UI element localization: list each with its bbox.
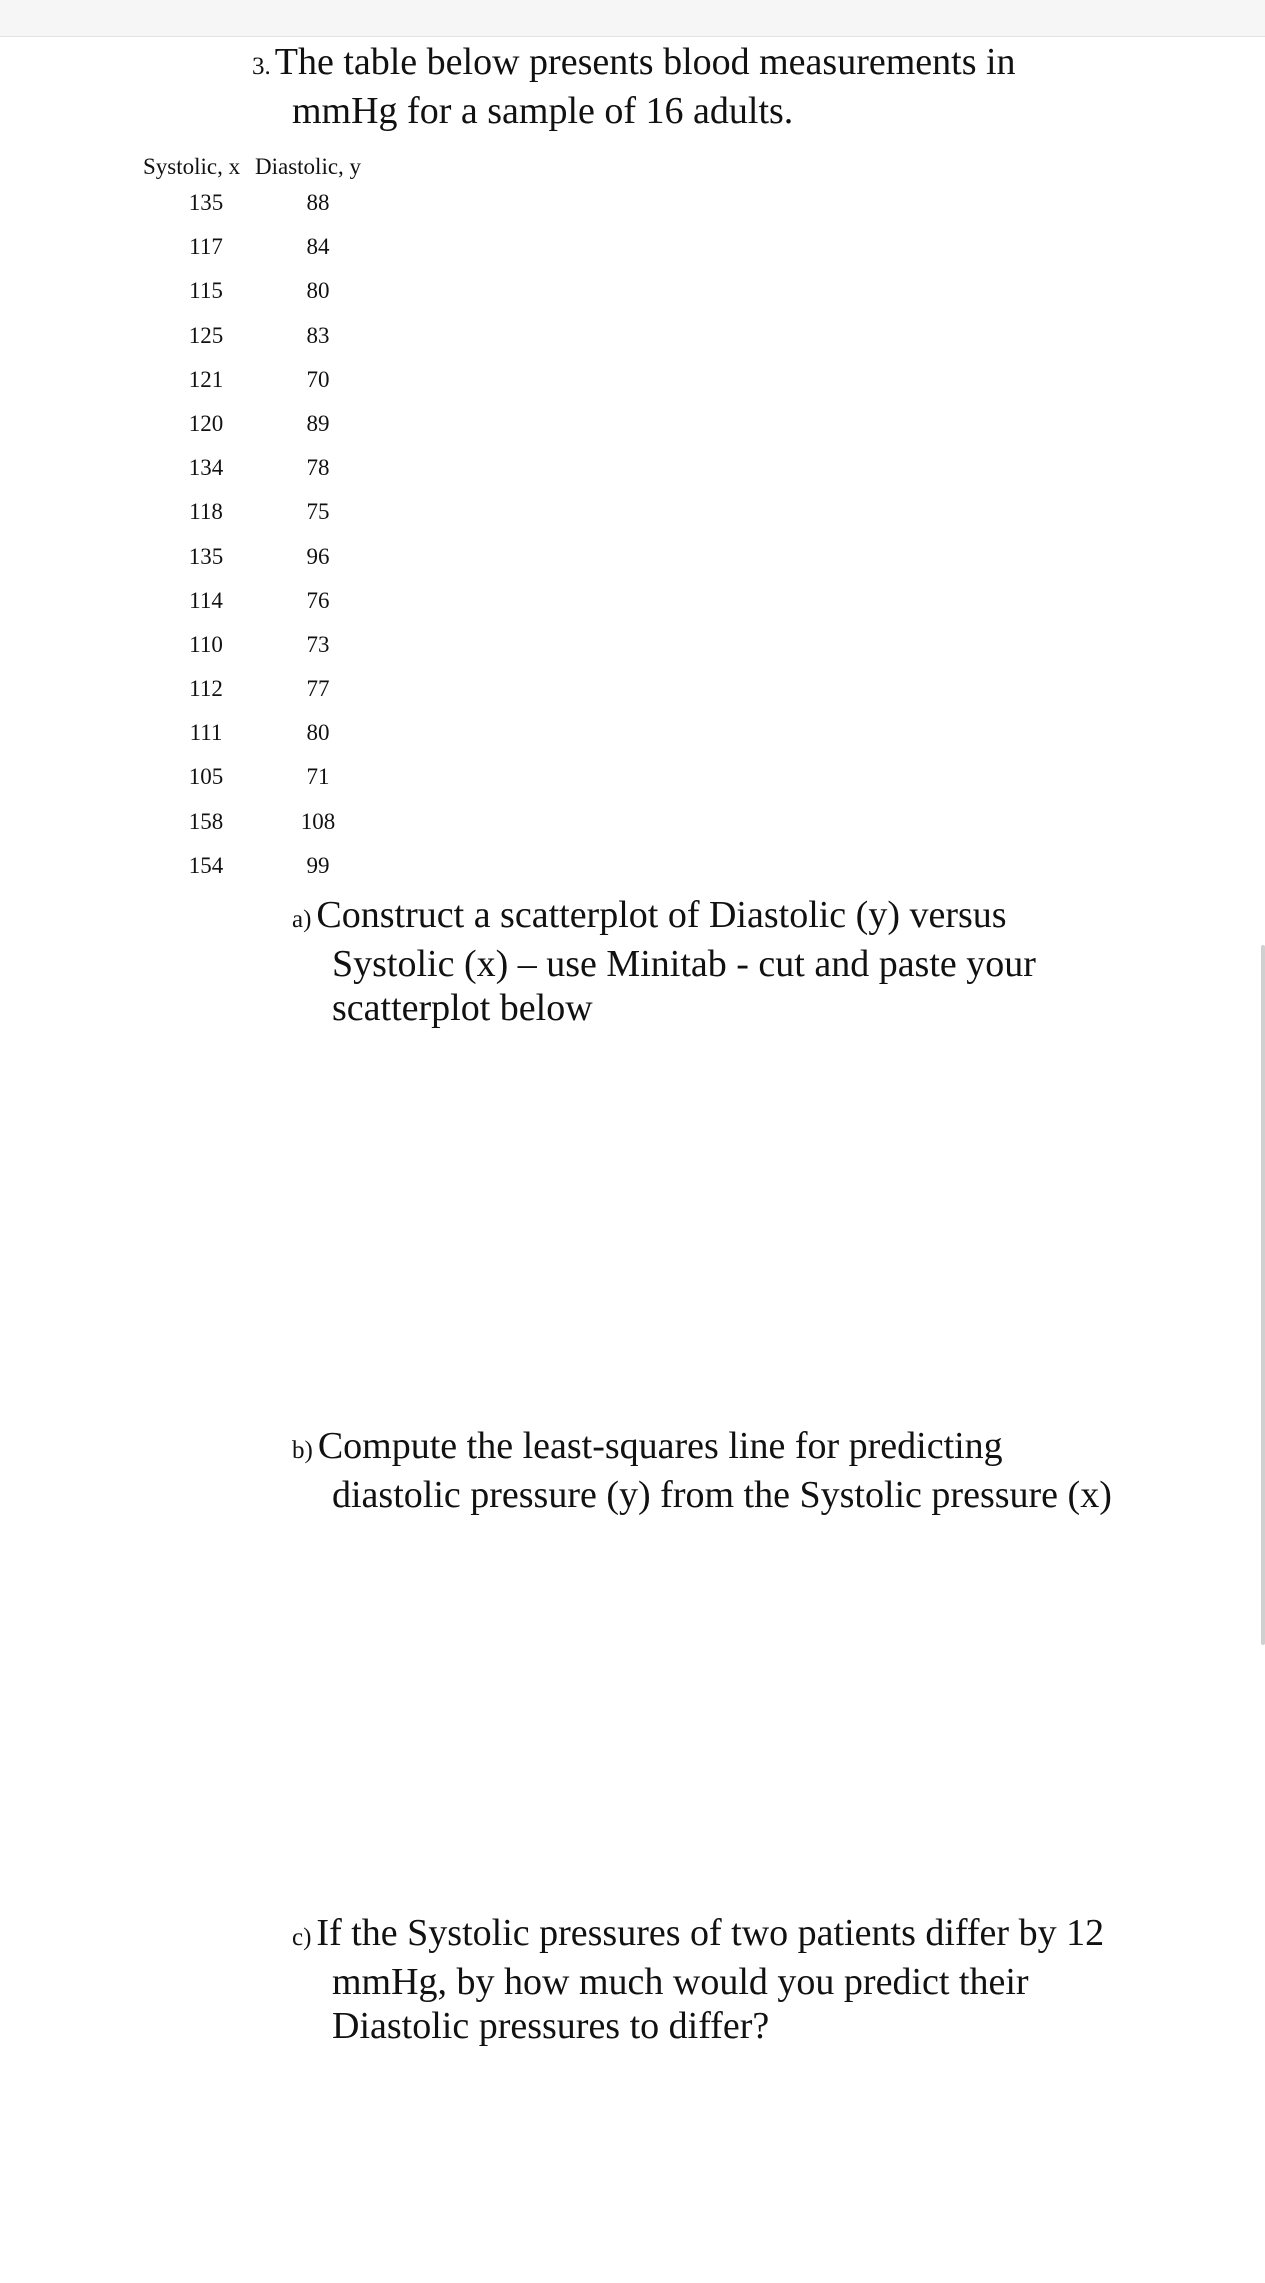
question-heading	[252, 40, 1112, 133]
systolic-value: 114	[189, 587, 223, 613]
systolic-value: 125	[188, 322, 224, 348]
systolic-value: 118	[189, 499, 223, 525]
systolic-value: 112	[189, 676, 223, 702]
systolic-value: 135	[188, 543, 224, 569]
part-b	[292, 1424, 1152, 1517]
systolic-value: 110	[189, 631, 223, 657]
systolic-value: 158	[188, 808, 224, 834]
diastolic-value: 70	[306, 366, 330, 392]
part-b-line1: Compute the least-squares line for predicting	[317, 1425, 1003, 1467]
diastolic-value: 80	[306, 278, 330, 304]
diastolic-value: 76	[306, 587, 330, 613]
systolic-value: 111	[189, 720, 223, 746]
top-toolbar	[0, 0, 1265, 37]
header-diastolic: Diastolic, y	[255, 154, 362, 179]
diastolic-value: 84	[306, 234, 330, 260]
diastolic-value: 96	[306, 543, 330, 569]
systolic-value: 120	[188, 410, 224, 436]
systolic-value: 135	[188, 190, 224, 215]
part-a-label: a)	[292, 906, 312, 933]
systolic-value: 121	[188, 366, 224, 392]
systolic-value: 134	[188, 455, 224, 481]
part-b-label: b)	[292, 1437, 313, 1464]
diastolic-value: 83	[306, 322, 330, 348]
part-c-line1: If the Systolic pressures of two patients differ by 12	[316, 1912, 1105, 1954]
systolic-value: 105	[188, 764, 224, 790]
diastolic-value: 75	[306, 499, 330, 525]
systolic-value: 154	[188, 852, 224, 878]
systolic-value: 117	[189, 234, 223, 260]
header-systolic: Systolic, x	[143, 154, 241, 179]
part-a	[292, 893, 1152, 1030]
question-text-line2: mmHg for a sample of 16 adults.	[292, 90, 794, 132]
part-c-line2: mmHg, by how much would you predict their	[332, 1961, 1029, 2003]
part-a-line1: Construct a scatterplot of Diastolic (y) versus	[316, 894, 1007, 936]
table-header	[143, 154, 361, 180]
diastolic-value: 73	[306, 631, 330, 657]
diastolic-value: 108	[300, 808, 336, 834]
diastolic-value: 89	[306, 410, 330, 436]
systolic-value: 115	[189, 278, 223, 304]
diastolic-value: 80	[306, 720, 330, 746]
diastolic-value: 88	[306, 190, 330, 215]
scrollbar[interactable]	[1261, 945, 1265, 1645]
part-a-line3: scatterplot below	[332, 987, 593, 1029]
part-c-label: c)	[292, 1924, 312, 1951]
part-c-line3: Diastolic pressures to differ?	[332, 2005, 770, 2047]
question-text-line1: The table below presents blood measurements in	[274, 41, 1016, 83]
diastolic-value: 71	[306, 764, 330, 790]
part-a-line2: Systolic (x) – use Minitab - cut and paste your	[332, 943, 1036, 985]
part-b-line2: diastolic pressure (y) from the Systolic pressure (x)	[332, 1474, 1112, 1516]
diastolic-value: 99	[306, 852, 330, 878]
question-number: 3.	[252, 53, 271, 80]
part-c	[292, 1911, 1152, 2048]
diastolic-value: 78	[306, 455, 330, 481]
diastolic-value: 77	[306, 676, 330, 702]
